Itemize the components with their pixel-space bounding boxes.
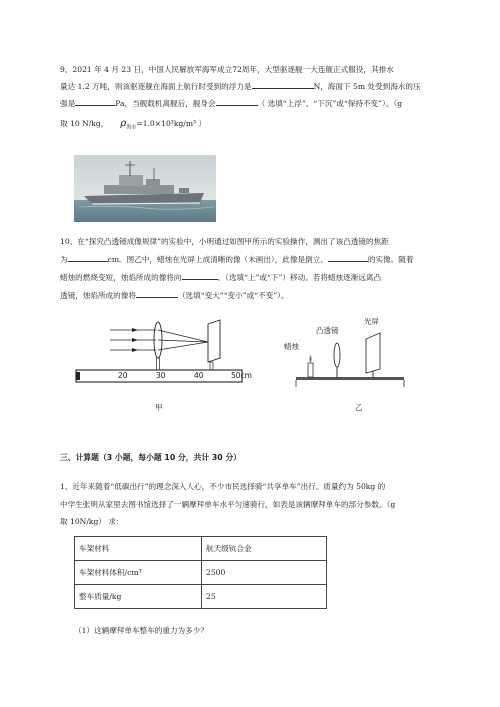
figure-yi [284,315,419,390]
param-value: 2500 [202,561,327,585]
ruler-tick-40: 40 [194,371,204,380]
q9-line-4: 取 10 N/kg， $\rho_{海水}=1.0\times 10^3kg/m^3$ ） [60,118,207,131]
bike-params-table [74,536,327,609]
calc1-subquestion-1: （1）这辆摩拜单车整车的重力为多少？ [74,626,208,635]
ruler-tick-20: 20 [118,371,128,380]
destroyer-photo [74,155,216,222]
q10-line-2: 为 cm。图乙中，蜡烛在光屏上成清晰的像（未画出），此像是倒立、 的实像。随着 [60,252,448,267]
q9-blank-buoyancy[interactable] [252,79,314,89]
table-row [75,537,327,561]
figure-yi-caption: 乙 [355,403,363,412]
q10-blank-focal[interactable] [68,252,108,262]
q9-line-3: 强是 Pa，当舰载机离舰后，舰身会 （ 选填“上浮”、“下沉”或“保持不变”）。（g [60,96,448,111]
q9-line-2: 量达 1.2 万吨，则该驱逐舰在海面上航行时受到的浮力是 N，海面下 5m 处受到海水的压 [60,79,448,94]
q10-blank-change[interactable] [136,288,178,298]
calc1-line-2: 中学生张明从家里去图书馆选择了一辆摩拜单车水平匀速骑行，如表是该辆摩拜单车的部分参数。（g [60,500,396,509]
table-row [75,585,327,609]
label-candle: 蜡烛 [284,342,299,351]
q10-line-4: 透镜，烛焰所成的像将 （选填“变大”“变小”或“不变”）。 [60,288,448,303]
q9-blank-pressure[interactable] [75,96,115,106]
param-name: 整车质量/kg [75,585,202,609]
ruler-tick-30: 30 [156,371,166,380]
param-value: 航天级钪合金 [202,537,327,561]
q9-line-1: 9、2021 年 4 月 23 日，中国人民解放军海军成立72周年，大型驱逐舰一大连舰正式服役，其排水 [60,65,394,74]
param-value: 25 [202,585,327,609]
calc1-line-1: 1、近年来随着“低碳出行”的理念深入人心，不少市民选择骑“共享单车”出行。质量约为 50kg 的 [60,482,386,491]
label-convex-lens: 凸透镜 [316,326,339,335]
section-title: 三、计算题（3 小题，每小题 10 分，共计 30 分） [60,453,242,462]
calc1-line-3: 取 10N/kg） 求： [60,517,124,526]
label-screen: 光屏 [364,317,379,326]
q9-blank-float[interactable] [216,96,258,106]
param-name: 车架材料体积/cm³ [75,561,202,585]
figure-jia [72,318,252,388]
q10-line-3: 蜡烛的燃烧变短，烛焰所成的像将向 。（选填“上”或“下”）移动。若将蜡烛逐渐远离凸 [60,270,448,285]
q10-blank-direction[interactable] [182,270,218,280]
figure-jia-caption: 甲 [155,403,163,412]
q10-blank-size[interactable] [328,252,368,262]
ruler-tick-50cm: 50cm [231,371,252,380]
table-row [75,561,327,585]
param-name: 车架材料 [75,537,202,561]
q10-line-1: 10、在“探究凸透镜成像规律”的实验中，小明通过如图甲所示的实验操作，测出了该凸透镜的焦距 [60,237,389,246]
